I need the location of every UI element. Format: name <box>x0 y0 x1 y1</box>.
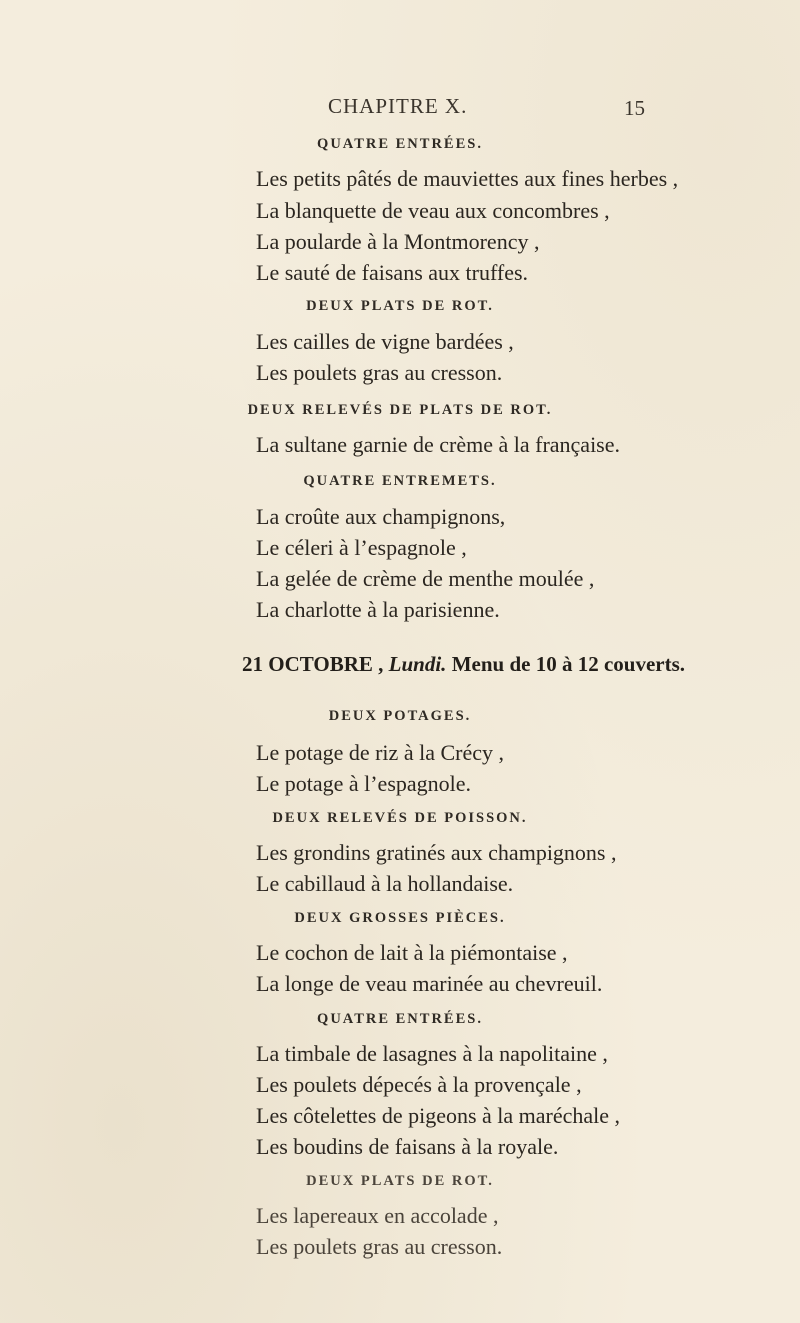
running-head <box>0 94 800 124</box>
menu-item: Le céleri à l’espagnole , <box>256 535 467 560</box>
menu-item: La timbale de lasagnes à la napolitaine , <box>256 1041 608 1066</box>
section-heading: DEUX POTAGES. <box>328 708 472 724</box>
section-heading: QUATRE ENTRÉES. <box>317 136 483 152</box>
menu-item: Les poulets dépecés à la provençale , <box>256 1072 582 1097</box>
menu-item: Les lapereaux en accolade , <box>256 1203 499 1228</box>
section-heading: DEUX RELEVÉS DE PLATS DE ROT. <box>247 402 553 418</box>
date-day: Lundi. <box>388 652 447 676</box>
date-suffix: Menu de 10 à 12 couverts. <box>446 652 685 676</box>
section-heading: QUATRE ENTRÉES. <box>317 1011 483 1027</box>
section-heading: DEUX RELEVÉS DE POISSON. <box>272 810 528 826</box>
menu-item: Les côtelettes de pigeons à la maréchale , <box>256 1103 621 1128</box>
menu-item: Les boudins de faisans à la royale. <box>256 1134 559 1159</box>
date-prefix: 21 OCTOBRE , <box>242 652 389 676</box>
menu-item: La sultane garnie de crème à la française. <box>256 432 621 457</box>
menu-item: Les poulets gras au cresson. <box>256 360 503 385</box>
menu-item: Le cabillaud à la hollandaise. <box>256 871 514 896</box>
menu-item: Les cailles de vigne bardées , <box>256 329 514 354</box>
running-title: CHAPITRE X. <box>328 94 468 118</box>
menu-item: Les petits pâtés de mauviettes aux fines herbes , <box>256 166 679 191</box>
section-heading: DEUX GROSSES PIÈCES. <box>294 910 506 926</box>
menu-item: La charlotte à la parisienne. <box>256 597 500 622</box>
menu-item: La gelée de crème de menthe moulée , <box>256 566 595 591</box>
menu-item: La longe de veau marinée au chevreuil. <box>256 971 603 996</box>
menu-item: Le sauté de faisans aux truffes. <box>256 260 529 285</box>
page-number: 15 <box>624 96 645 120</box>
menu-item: La poularde à la Montmorency , <box>256 229 540 254</box>
section-heading: DEUX PLATS DE ROT. <box>306 298 494 314</box>
menu-date-heading <box>242 652 685 677</box>
menu-item: Le potage de riz à la Crécy , <box>256 740 504 765</box>
menu-item: Les poulets gras au cresson. <box>256 1234 503 1259</box>
menu-item: Le potage à l’espagnole. <box>256 771 472 796</box>
section-heading: DEUX PLATS DE ROT. <box>306 1173 494 1189</box>
section-heading: QUATRE ENTREMETS. <box>303 473 497 489</box>
menu-item: Les grondins gratinés aux champignons , <box>256 840 617 865</box>
menu-item: La croûte aux champignons, <box>256 504 506 529</box>
menu-item: La blanquette de veau aux concombres , <box>256 198 610 223</box>
menu-item: Le cochon de lait à la piémontaise , <box>256 940 568 965</box>
